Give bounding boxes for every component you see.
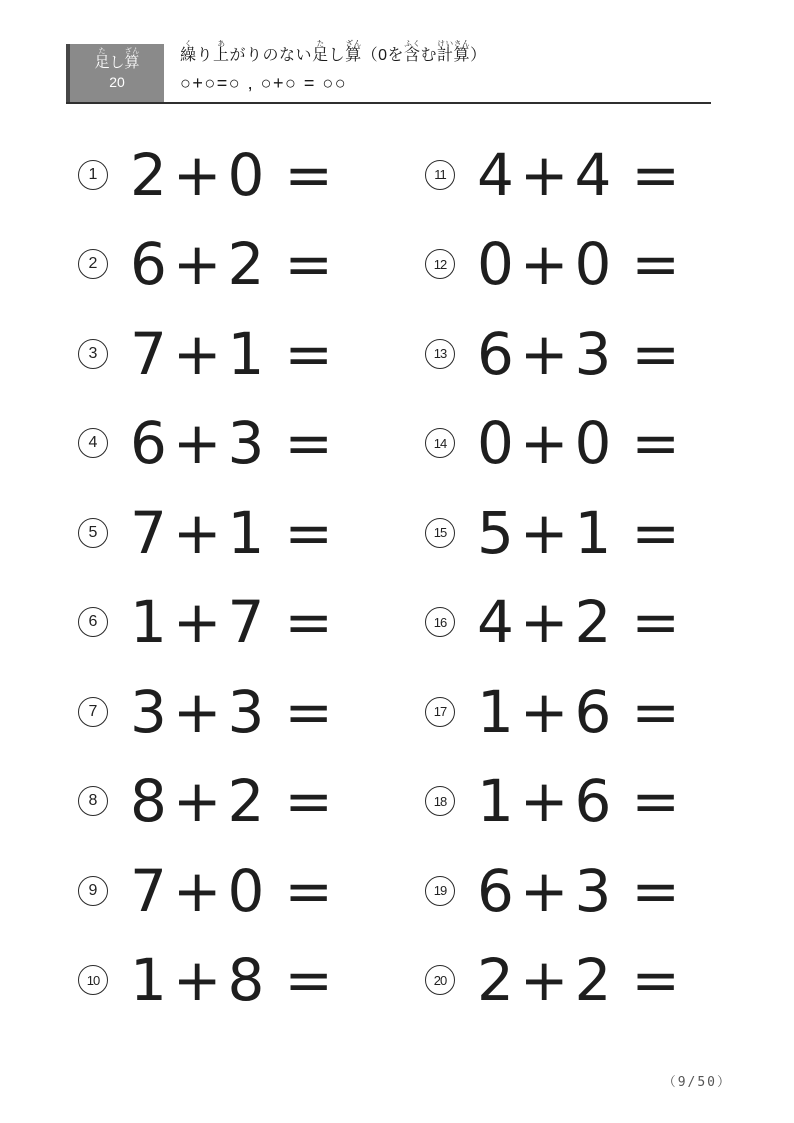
plus-sign: +: [172, 319, 222, 388]
addend-b: 3: [574, 856, 612, 925]
problem-number-badge: 18: [425, 786, 455, 816]
equals-sign: =: [631, 767, 681, 836]
problem-expression: [477, 588, 681, 657]
plus-sign: +: [172, 409, 222, 478]
problem-expression: [130, 498, 334, 567]
problem-expression: [477, 767, 681, 836]
problem-row: [413, 667, 728, 757]
problem-expression: [130, 319, 334, 388]
problem-number-badge: 16: [425, 607, 455, 637]
problem-row: [413, 130, 728, 220]
worksheet-title-block: [180, 39, 487, 94]
problem-expression: [130, 767, 334, 836]
problem-number-badge: 12: [425, 249, 455, 279]
unit-badge: [66, 44, 164, 102]
addend-a: 5: [477, 498, 514, 567]
problem-expression: [477, 230, 681, 299]
plus-sign: +: [519, 230, 569, 299]
problem-row: [66, 846, 413, 936]
addend-a: 6: [477, 319, 514, 388]
problem-expression: [130, 140, 334, 209]
problem-expression: [477, 140, 681, 209]
addend-a: 6: [130, 230, 167, 299]
equals-sign: =: [631, 588, 681, 657]
problem-expression: [477, 677, 681, 746]
addend-a: 3: [130, 677, 167, 746]
problem-row: [66, 220, 413, 310]
addend-b: 0: [574, 230, 612, 299]
problem-number-badge: 2: [78, 249, 108, 279]
equals-sign: =: [284, 230, 334, 299]
addend-a: 1: [477, 677, 514, 746]
problem-row: [66, 130, 413, 220]
problem-row: [66, 488, 413, 578]
equals-sign: =: [631, 409, 681, 478]
addend-b: 0: [574, 409, 612, 478]
problem-number-badge: 8: [78, 786, 108, 816]
addend-b: 0: [227, 856, 265, 925]
plus-sign: +: [172, 767, 222, 836]
addend-b: 0: [227, 140, 265, 209]
addend-b: 3: [227, 677, 265, 746]
addend-a: 7: [130, 498, 167, 567]
problem-number-badge: 4: [78, 428, 108, 458]
plus-sign: +: [172, 140, 222, 209]
addend-a: 8: [130, 767, 167, 836]
addend-b: 8: [227, 946, 265, 1015]
addend-a: 2: [130, 140, 167, 209]
plus-sign: +: [519, 677, 569, 746]
equals-sign: =: [284, 856, 334, 925]
worksheet-header: [66, 39, 711, 104]
problem-row: [66, 667, 413, 757]
problem-number-badge: 19: [425, 876, 455, 906]
problem-expression: [130, 588, 334, 657]
plus-sign: +: [519, 946, 569, 1015]
plus-sign: +: [519, 319, 569, 388]
equals-sign: =: [284, 767, 334, 836]
problem-expression: [477, 946, 681, 1015]
problem-number-badge: 9: [78, 876, 108, 906]
problem-number-badge: 14: [425, 428, 455, 458]
problem-row: [413, 488, 728, 578]
addend-a: 1: [130, 588, 167, 657]
plus-sign: +: [172, 230, 222, 299]
problem-number-badge: 10: [78, 965, 108, 995]
problem-number-badge: 13: [425, 339, 455, 369]
addend-a: 6: [130, 409, 167, 478]
addend-b: 3: [227, 409, 265, 478]
problem-row: [413, 846, 728, 936]
problem-number-badge: 17: [425, 697, 455, 727]
problem-expression: [130, 677, 334, 746]
problem-number-badge: 5: [78, 518, 108, 548]
plus-sign: +: [519, 140, 569, 209]
addend-b: 2: [574, 588, 612, 657]
problem-row: [66, 309, 413, 399]
problem-expression: [130, 409, 334, 478]
addend-b: 1: [227, 498, 265, 567]
addend-b: 2: [227, 767, 265, 836]
equals-sign: =: [631, 856, 681, 925]
problem-row: [66, 757, 413, 847]
equals-sign: =: [631, 230, 681, 299]
problem-row: [413, 757, 728, 847]
problem-row: [413, 399, 728, 489]
equals-sign: =: [284, 140, 334, 209]
problem-expression: [130, 230, 334, 299]
problem-expression: [477, 319, 681, 388]
problem-row: [413, 578, 728, 668]
addend-b: 1: [227, 319, 265, 388]
problem-row: [66, 578, 413, 668]
problem-number-badge: 6: [78, 607, 108, 637]
equals-sign: =: [284, 409, 334, 478]
addend-a: 6: [477, 856, 514, 925]
plus-sign: +: [172, 856, 222, 925]
equals-sign: =: [631, 946, 681, 1015]
unit-badge-title: 足たし算ざん: [94, 48, 140, 71]
addend-a: 7: [130, 319, 167, 388]
addend-a: 0: [477, 230, 514, 299]
addend-a: 4: [477, 140, 514, 209]
addend-b: 2: [574, 946, 612, 1015]
addend-b: 4: [574, 140, 612, 209]
problem-expression: [477, 498, 681, 567]
plus-sign: +: [519, 588, 569, 657]
problem-expression: [130, 946, 334, 1015]
problem-number-badge: 3: [78, 339, 108, 369]
equals-sign: =: [284, 677, 334, 746]
addend-b: 6: [574, 677, 612, 746]
problem-number-badge: 7: [78, 697, 108, 727]
problem-number-badge: 20: [425, 965, 455, 995]
addend-b: 3: [574, 319, 612, 388]
problem-row: [413, 936, 728, 1026]
plus-sign: +: [172, 946, 222, 1015]
worksheet-subtitle: ○+○=○ , ○+○ = ○○: [180, 73, 348, 93]
addend-a: 2: [477, 946, 514, 1015]
addend-a: 1: [477, 767, 514, 836]
problem-row: [413, 309, 728, 399]
problem-number-badge: 1: [78, 160, 108, 190]
unit-badge-number: 20: [109, 74, 125, 91]
addend-b: 6: [574, 767, 612, 836]
equals-sign: =: [284, 319, 334, 388]
equals-sign: =: [284, 498, 334, 567]
addend-a: 1: [130, 946, 167, 1015]
problem-number-badge: 11: [425, 160, 455, 190]
equals-sign: =: [631, 319, 681, 388]
equals-sign: =: [631, 677, 681, 746]
equals-sign: =: [631, 498, 681, 567]
plus-sign: +: [172, 498, 222, 567]
addend-a: 0: [477, 409, 514, 478]
addend-a: 4: [477, 588, 514, 657]
plus-sign: +: [172, 588, 222, 657]
problem-number-badge: 15: [425, 518, 455, 548]
equals-sign: =: [284, 588, 334, 657]
problem-row: [66, 936, 413, 1026]
equals-sign: =: [631, 140, 681, 209]
plus-sign: +: [519, 767, 569, 836]
plus-sign: +: [172, 677, 222, 746]
plus-sign: +: [519, 856, 569, 925]
problem-expression: [130, 856, 334, 925]
equals-sign: =: [284, 946, 334, 1015]
plus-sign: +: [519, 409, 569, 478]
worksheet-title: 繰くり上あがりのない足たし算ざん（0を含ふくむ計算けいさん）: [180, 39, 487, 64]
addend-b: 2: [227, 230, 265, 299]
addend-b: 7: [227, 588, 265, 657]
plus-sign: +: [519, 498, 569, 567]
problem-row: [66, 399, 413, 489]
problem-row: [413, 220, 728, 310]
problem-expression: [477, 856, 681, 925]
problems-grid: [66, 130, 728, 1025]
problem-expression: [477, 409, 681, 478]
addend-b: 1: [574, 498, 612, 567]
page-indicator: （9/50）: [662, 1075, 732, 1090]
addend-a: 7: [130, 856, 167, 925]
